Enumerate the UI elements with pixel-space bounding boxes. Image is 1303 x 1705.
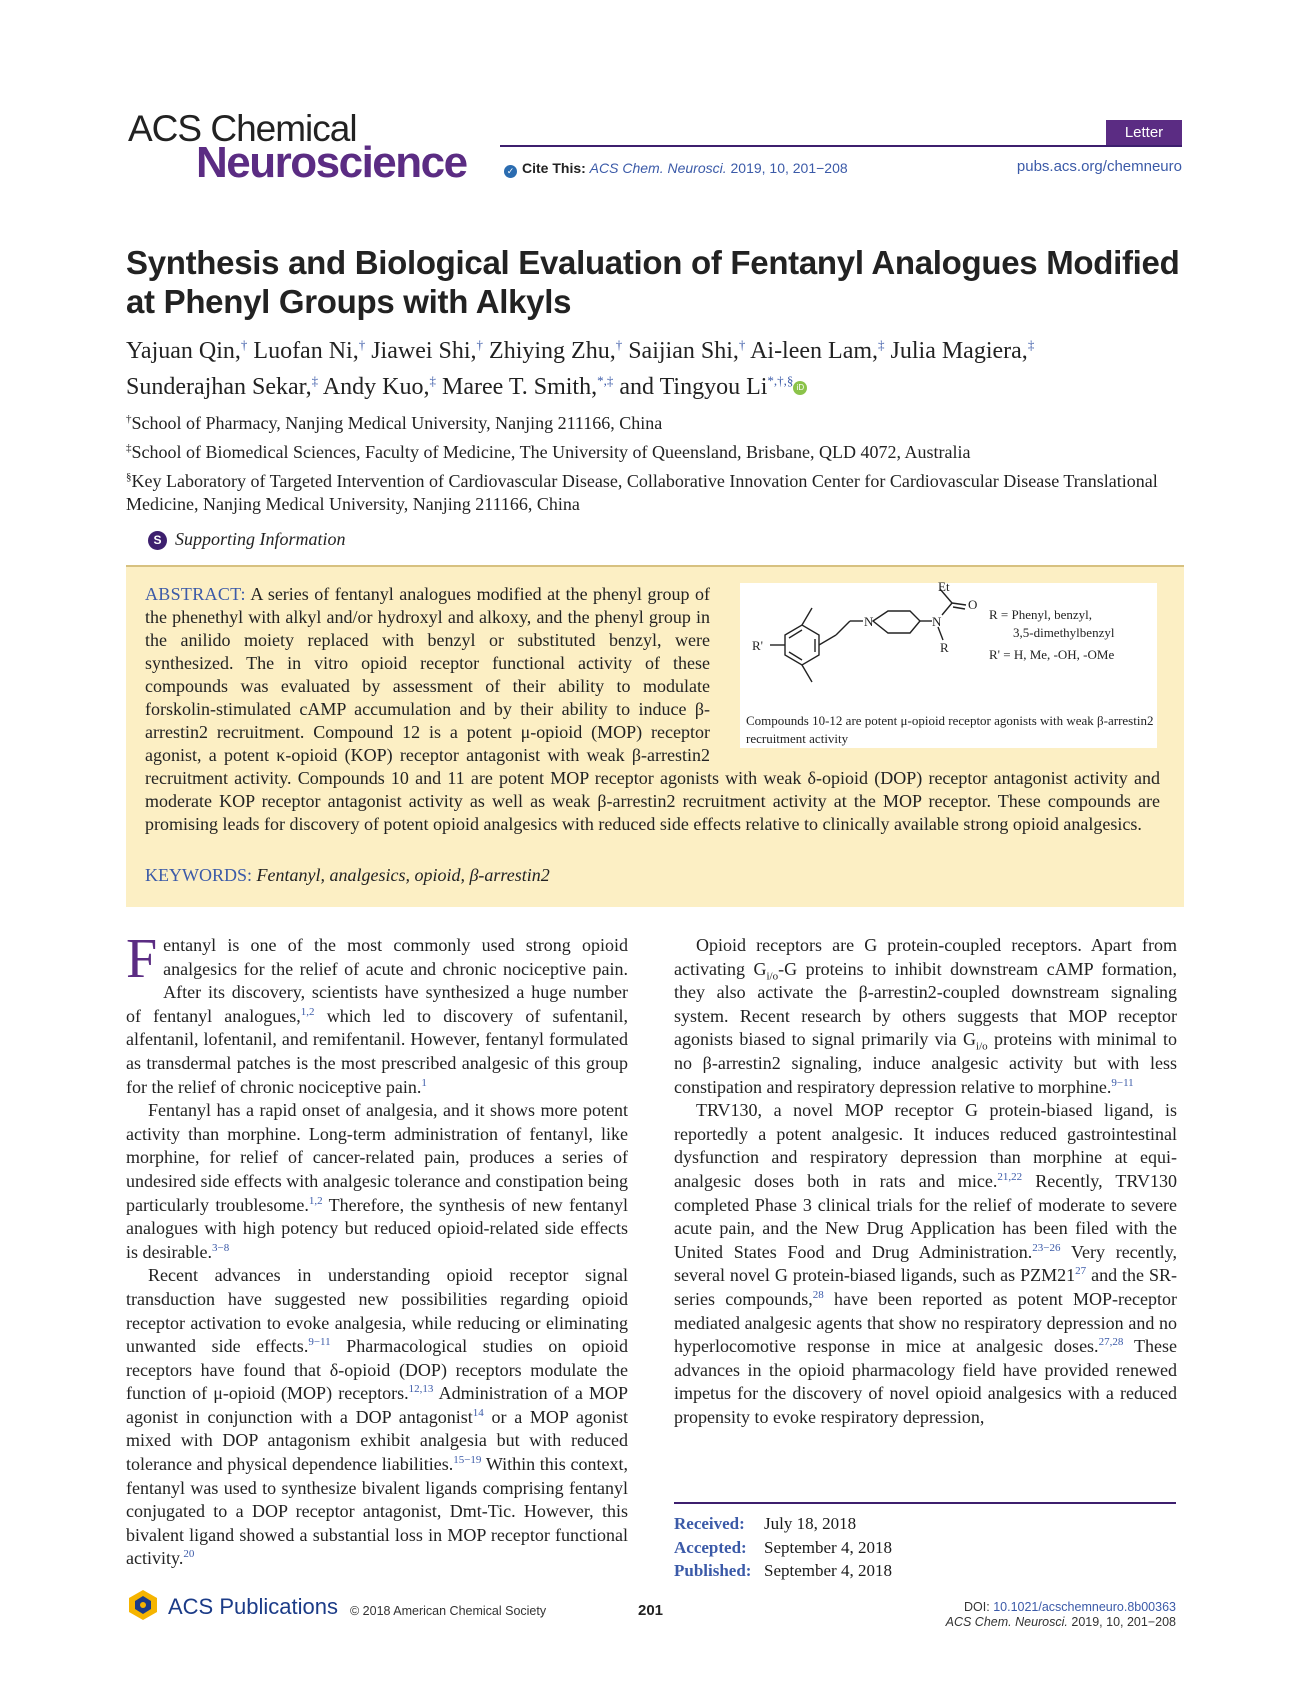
cite-check-icon: ✓: [504, 165, 517, 178]
author[interactable]: Sunderajhan Sekar,‡: [126, 373, 319, 400]
citation-ref[interactable]: 1: [421, 1076, 427, 1089]
author[interactable]: Julia Magiera,‡: [890, 337, 1035, 364]
paragraph: Fentanyl is one of the most commonly used strong opioid analgesics for the relief of acute and chronic nociceptive pain. After its discovery, scientists have synthesized a huge number of fentanyl analogues,$^{1,2}$ which led to discovery of sufentanil, alfentanil, lofentanil, and remifentanil. However, fentanyl formulated as transdermal patches is the most prescribed analgesic of this group for the relief of chronic nociceptive pain.$^1$: [126, 928, 628, 1097]
doi-block: DOI: 10.1021/acschemneuro.8b00363 ACS Chem. Neurosci. 2019, 10, 201−208: [945, 1600, 1176, 1629]
history-rule: [674, 1502, 1176, 1504]
citation-ref[interactable]: 20: [183, 1548, 195, 1561]
doi-link[interactable]: 10.1021/acschemneuro.8b00363: [993, 1600, 1176, 1614]
history-row: Received: July 18, 2018: [674, 1514, 857, 1533]
citation-ref[interactable]: 3−8: [211, 1241, 230, 1254]
supporting-info-icon: S: [148, 531, 167, 550]
citation-ref[interactable]: 1,2: [300, 1005, 315, 1018]
copyright-notice: © 2018 American Chemical Society: [350, 1604, 547, 1618]
rprime-label: R': [752, 638, 764, 653]
orcid-icon[interactable]: iD: [793, 381, 807, 395]
abstract-body: A series of fentanyl analogues modified at the phenyl group of the phenethyl with alkyl and/or hydroxyl and alkoxy, and the phenyl group in the anilido moiety replaced with benzyl or substituted benzyl, were synthesized. The in vitro opioid receptor functional activity of these compounds was evaluated by assessment of their ability to modulate forskolin-stimulated cAMP accumulation and by their ability to induce β-arrestin2 recruitment. Compound 12 is a potent μ-opioid (MOP) receptor agonist, a potent κ-opioid (KOP) receptor antagonist with weak β-arrestin2 recruitment activity. Compounds 10 and 11 are potent MOP receptor agonists with weak δ-opioid (DOP) receptor antagonist activity and moderate KOP receptor antagonist activity as well as weak β-arrestin2 recruitment activity at the MOP receptor. These compounds are promising leads for discovery of potent opioid analgesics with reduced side effects relative to clinically available strong opioid analgesics.: [145, 584, 1160, 834]
citation-ref[interactable]: 23−26: [1032, 1241, 1061, 1254]
affiliation: †School of Pharmacy, Nanjing Medical University, Nanjing 211166, China: [126, 413, 663, 433]
cite-volume-pages[interactable]: 2019, 10, 201−208: [730, 160, 848, 176]
citation-ref[interactable]: 21,22: [997, 1170, 1023, 1183]
abstract-label: ABSTRACT:: [145, 584, 246, 604]
supporting-information-link[interactable]: S Supporting Information: [148, 529, 346, 550]
rprime-definition: R' = H, Me, -OH, -OMe: [989, 647, 1115, 662]
r-definition-1: R = Phenyl, benzyl,: [989, 607, 1093, 622]
header-rule: [500, 145, 1182, 147]
journal-logo-line2: Neuroscience: [196, 138, 467, 187]
paragraph: Opioid receptors are G protein-coupled receptors. Apart from activating $G_{i/o}-G$ proteins to inhibit downstream cAMP formation, they also activate the β-arrestin2-coupled downstream signaling system. Recent research by others suggests that MOP receptor agonists biased to signal primarily via $G_{i/o}$ proteins with minimal to no β-arrestin2 signaling, induce analgesic activity but with less constipation and respiratory depression relative to morphine.$^{9-11}$: [674, 935, 1177, 1097]
affiliation: §Key Laboratory of Targeted Intervention of Cardiovascular Disease, Collaborative Innovation Center for Cardiovascular Disease Translational Medicine, Nanjing Medical University, Nanjing 211166, China: [126, 471, 1158, 514]
keywords-line: [145, 865, 550, 886]
article-title: Synthesis and Biological Evaluation of Fentanyl Analogues Modified at Phenyl Groups with Alkyls: [126, 244, 1180, 320]
author[interactable]: Maree T. Smith,*,‡: [442, 373, 614, 400]
drop-cap: F: [126, 928, 158, 990]
acs-hexagon-icon: [126, 1588, 160, 1622]
cite-prefix: Cite This:: [522, 160, 586, 176]
author[interactable]: Yajuan Qin,†: [126, 337, 248, 364]
author[interactable]: Zhiying Zhu,†: [489, 337, 623, 364]
r-definition-2: 3,5-dimethylbenzyl: [1013, 625, 1115, 640]
publication-history: [674, 1512, 892, 1583]
keywords-values: Fentanyl, analgesics, opioid, β-arrestin2: [256, 865, 550, 885]
page-number: 201: [638, 1602, 664, 1619]
citation-ref[interactable]: 28: [812, 1288, 824, 1301]
acs-publications-logo[interactable]: ACS Publications: [126, 1588, 338, 1622]
citation-ref[interactable]: 1,2: [308, 1194, 323, 1207]
citation-ref[interactable]: 27: [1075, 1265, 1087, 1278]
paragraph: TRV130, a novel MOP receptor G protein-biased ligand, is reportedly a potent analgesic. It induces reduced gastrointestinal dysfunction and respiratory depression than morphine at equi-analgesic doses both in rats and mice.$^{21,22}$ Recently, TRV130 completed Phase 3 clinical trials for the relief of moderate to severe acute pain, and the New Drug Application has been filed with the United States Food and Drug Administration.$^{23-26}$ Very recently, several novel G protein-biased ligands, such as PZM21$^{27}$ and the SR-series compounds,$^{28}$ have been reported as potent MOP-receptor mediated analgesic agents that show no respiratory depression and no hyperlocomotive response in mice at analgesic doses.$^{27,28}$ These advances in the opioid pharmacology field have provided renewed impetus for the discovery of novel opioid analgesics with a reduced propensity to evoke respiratory depression,: [674, 1100, 1177, 1427]
citation-ref[interactable]: 9−11: [1111, 1076, 1134, 1089]
body-left-column: [126, 928, 629, 1571]
author[interactable]: and Tingyou Li*,†,§: [619, 373, 794, 400]
citation-ref[interactable]: 9−11: [308, 1336, 331, 1349]
oxygen-label: O: [968, 597, 978, 612]
body-right-column: [674, 934, 1177, 1429]
affiliation: ‡School of Biomedical Sciences, Faculty of Medicine, The University of Queensland, Brisbane, QLD 4072, Australia: [126, 442, 971, 462]
piperidine-n-label: N: [864, 614, 874, 629]
citation-ref[interactable]: 12,13: [408, 1383, 434, 1396]
r-label: R: [940, 640, 949, 655]
history-row: Accepted: September 4, 2018: [674, 1537, 892, 1557]
citation-ref[interactable]: 27,28: [1098, 1336, 1124, 1349]
paragraph: Fentanyl has a rapid onset of analgesia, and it shows more potent activity than morphine. Long-term administration of fentanyl, like morphine, for relief of cancer-related pain, produces a series of undesired side effects with analgesic tolerance and constipation being particularly troublesome.$^{1,2}$ Therefore, the synthesis of new fentanyl analogues with high potency but reduced opioid-related side effects is desirable.$^{3-8}$: [126, 1100, 628, 1262]
amide-n-label: N: [932, 614, 942, 629]
cite-journal[interactable]: ACS Chem. Neurosci.: [589, 160, 727, 176]
toc-caption: Compounds 10-12 are potent μ-opioid receptor agonists with weak β-arrestin2 recruitment activity: [746, 713, 1154, 746]
journal-url-link[interactable]: pubs.acs.org/chemneuro: [1016, 158, 1182, 175]
paragraph: Recent advances in understanding opioid receptor signal transduction have suggested new possibilities regarding opioid receptor activation to evoke analgesia, while reducing or eliminating unwanted side effects.$^{9-11}$ Pharmacological studies on opioid receptors have found that δ-opioid (DOP) receptors modulate the function of μ-opioid (MOP) receptors.$^{12,13}$ Administration of a MOP agonist in conjunction with a DOP antagonist$^{14}$ or a MOP agonist mixed with DOP antagonism exhibit analgesia but with reduced tolerance and physical dependence liabilities.$^{15-19}$ Within this context, fentanyl was used to synthesize bivalent ligands comprising fentanyl conjugated to a DOP receptor antagonist, Dmt-Tic. However, this bivalent ligand showed a substantial loss in MOP receptor functional activity.$^{20}$: [126, 1265, 629, 1569]
author[interactable]: Saijian Shi,†: [628, 337, 746, 364]
journal-logo-line1: ACS Chemical: [128, 108, 357, 149]
author[interactable]: Luofan Ni,†: [253, 337, 366, 364]
article-type-badge: Letter: [1106, 120, 1182, 145]
et-label: Et: [938, 579, 950, 594]
keywords-label: KEYWORDS:: [145, 865, 252, 885]
author[interactable]: Andy Kuo,‡: [322, 373, 437, 400]
author-list: [126, 330, 1186, 402]
author[interactable]: Jiawei Shi,†: [371, 337, 484, 364]
citation-ref[interactable]: 15−19: [453, 1454, 482, 1467]
history-row: Published: September 4, 2018: [674, 1561, 892, 1580]
citation-ref[interactable]: 14: [472, 1406, 484, 1419]
author[interactable]: Ai-leen Lam,‡: [750, 337, 885, 364]
cite-this-line[interactable]: [504, 160, 848, 178]
